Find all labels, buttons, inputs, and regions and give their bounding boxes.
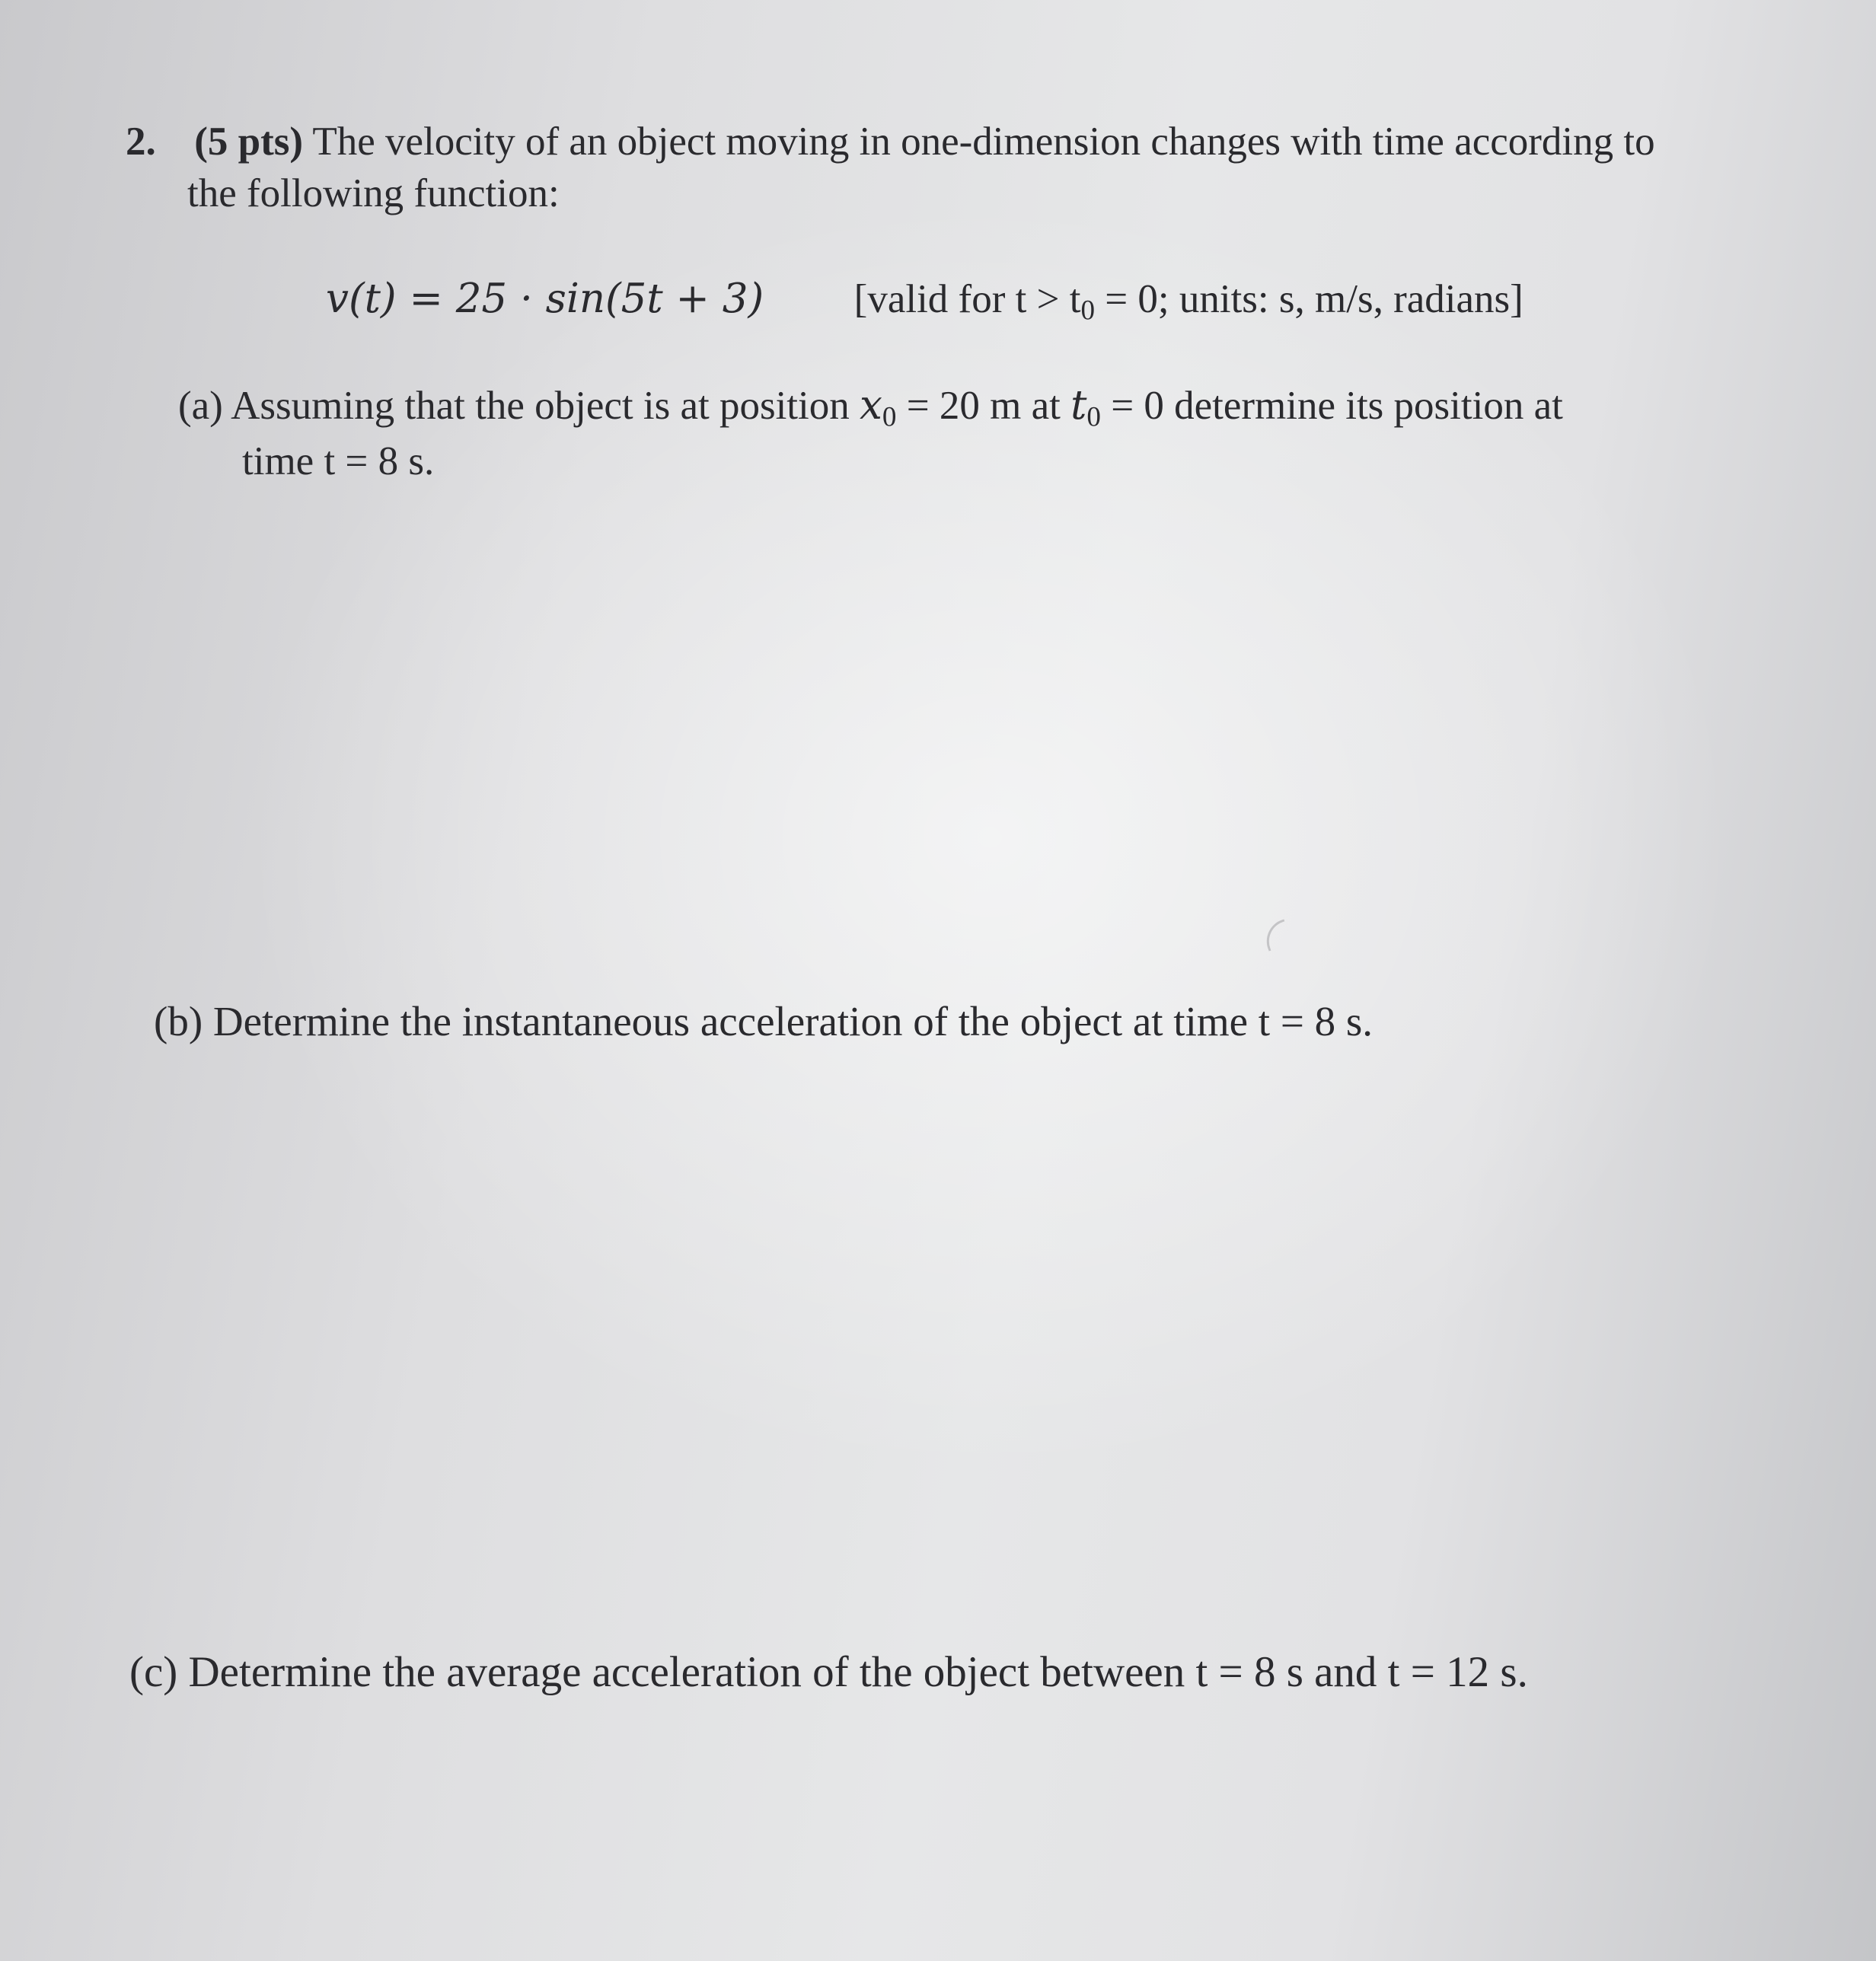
question-points: (5 pts)	[194, 120, 304, 164]
part-a-label: (a)	[178, 384, 223, 428]
part-c-line	[129, 1650, 1528, 1694]
part-a-line1: (a) Assuming that the object is at position $x_0 = 20$ m at $t_0 = 0$ determine its position at	[178, 382, 1563, 433]
question-header-line	[126, 122, 1655, 162]
equation-line	[326, 276, 1523, 327]
question-number: 2.	[126, 120, 156, 164]
part-b-label: (b)	[154, 998, 203, 1044]
part-b-line	[154, 1000, 1373, 1042]
question-stem-line1: The velocity of an object moving in one-dimension changes with time according to	[312, 120, 1655, 164]
part-c-label: (c)	[129, 1648, 178, 1696]
part-a-line2: time t = 8 s.	[242, 439, 435, 483]
pencil-mark	[1260, 919, 1292, 951]
part-b-text: Determine the instantaneous acceleration of the object at time t = 8 s.	[212, 998, 1373, 1044]
question-stem-line2: the following function:	[187, 171, 560, 215]
velocity-equation: v(t) = 25 · sin(5t + 3)	[326, 276, 764, 322]
part-c-text: Determine the average acceleration of the object between t = 8 s and t = 12 s.	[188, 1648, 1528, 1696]
equation-condition: [valid for $t > t_0 = 0$; units: s, m/s, radians]	[853, 277, 1523, 327]
